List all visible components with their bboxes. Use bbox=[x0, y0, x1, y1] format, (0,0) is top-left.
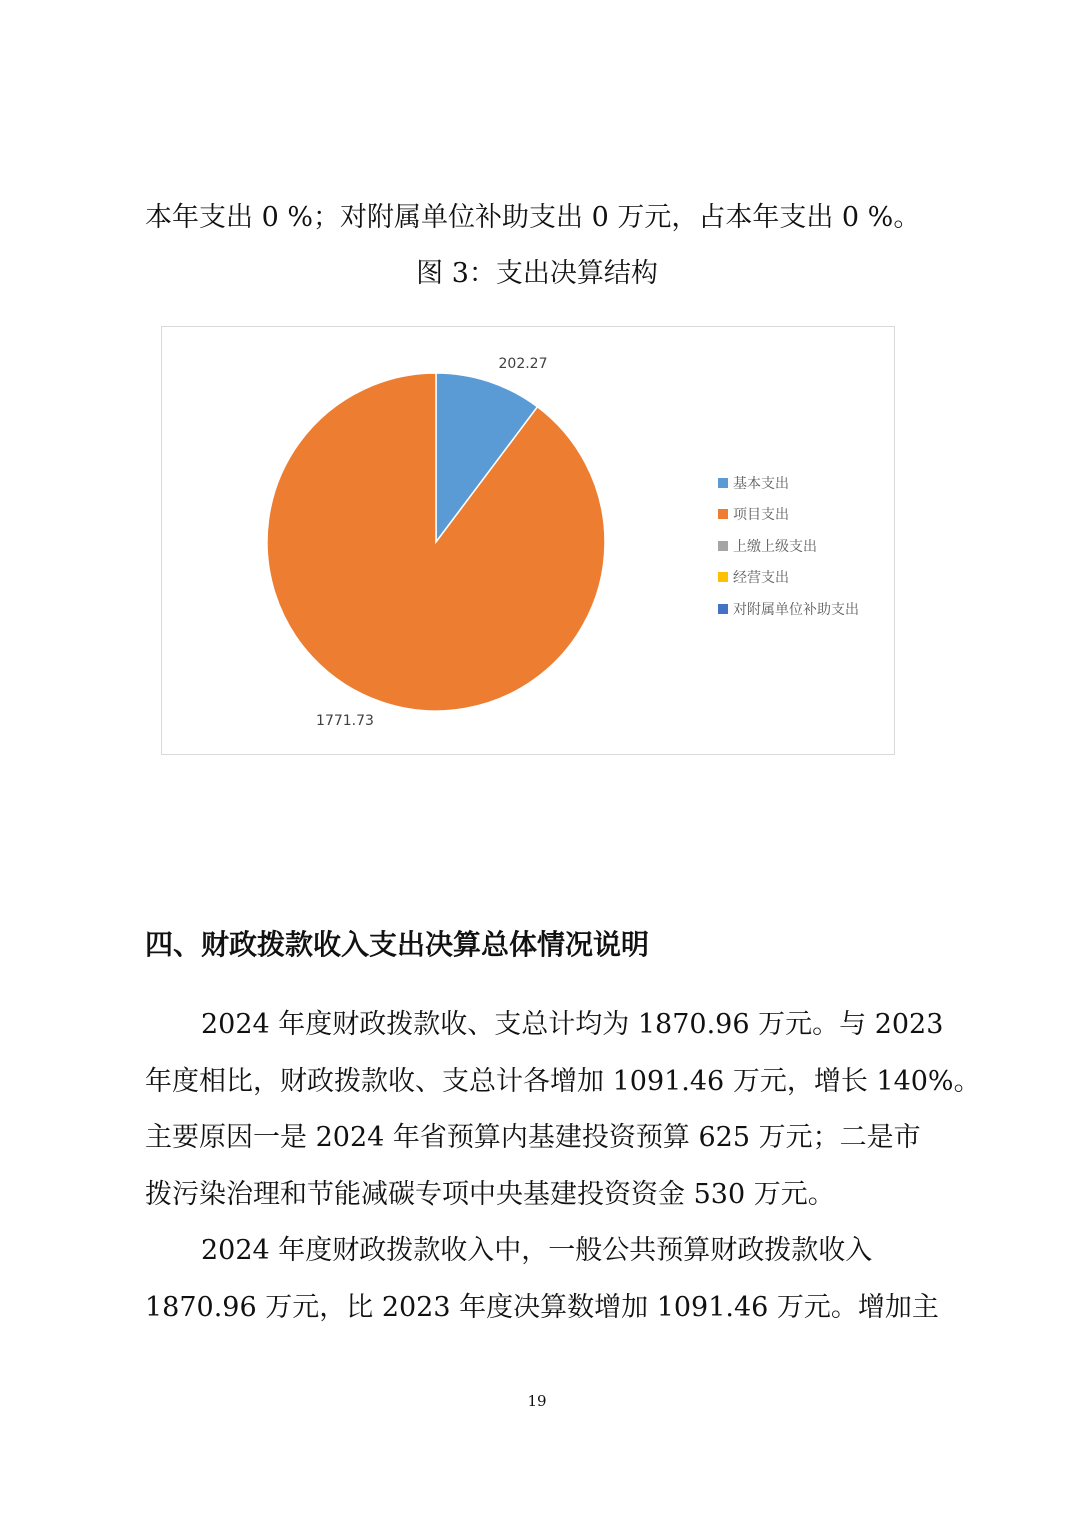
legend-item-operating bbox=[718, 562, 859, 594]
legend-swatch bbox=[718, 509, 728, 519]
legend-item-project bbox=[718, 499, 859, 531]
pie-slice-1 bbox=[267, 373, 605, 711]
paragraph-1 bbox=[145, 997, 981, 1223]
legend-swatch bbox=[718, 541, 728, 551]
legend-label: 项目支出 bbox=[733, 507, 789, 524]
legend-swatch bbox=[718, 478, 728, 488]
paragraph-line: 拨污染治理和节能减碳专项中央基建投资资金 530 万元。 bbox=[145, 1178, 835, 1210]
pie-data-label: 202.27 bbox=[498, 356, 548, 372]
chart-legend bbox=[718, 467, 859, 625]
figure-caption: 图 3：支出决算结构 bbox=[416, 258, 658, 289]
legend-item-subsidy bbox=[718, 593, 859, 625]
legend-swatch bbox=[718, 604, 728, 614]
top-text-line: 本年支出 0 %；对附属单位补助支出 0 万元，占本年支出 0 %。 bbox=[145, 202, 921, 233]
legend-label: 基本支出 bbox=[733, 475, 789, 492]
legend-label: 对附属单位补助支出 bbox=[733, 601, 859, 618]
paragraph-line: 2024 年度财政拨款收入中，一般公共预算财政拨款收入 bbox=[201, 1235, 873, 1266]
paragraph-line: 2024 年度财政拨款收、支总计均为 1870.96 万元。与 2023 bbox=[201, 1009, 944, 1040]
legend-item-basic bbox=[718, 467, 859, 499]
legend-label: 经营支出 bbox=[733, 570, 789, 587]
paragraph-line: 年度相比，财政拨款收、支总计各增加 1091.46 万元，增长 140%。 bbox=[145, 1065, 981, 1097]
legend-swatch bbox=[718, 572, 728, 582]
legend-item-remit bbox=[718, 530, 859, 562]
page-number: 19 bbox=[527, 1392, 547, 1410]
paragraph-line: 主要原因一是 2024 年省预算内基建投资预算 625 万元；二是市 bbox=[145, 1122, 921, 1153]
pie-chart-container bbox=[161, 326, 895, 755]
legend-label: 上缴上级支出 bbox=[733, 538, 817, 555]
paragraph-line: 1870.96 万元，比 2023 年度决算数增加 1091.46 万元。增加主 bbox=[145, 1291, 939, 1323]
pie-data-label: 1771.73 bbox=[316, 713, 374, 729]
paragraph-2 bbox=[145, 1223, 945, 1336]
section-heading: 四、财政拨款收入支出决算总体情况说明 bbox=[145, 928, 650, 961]
